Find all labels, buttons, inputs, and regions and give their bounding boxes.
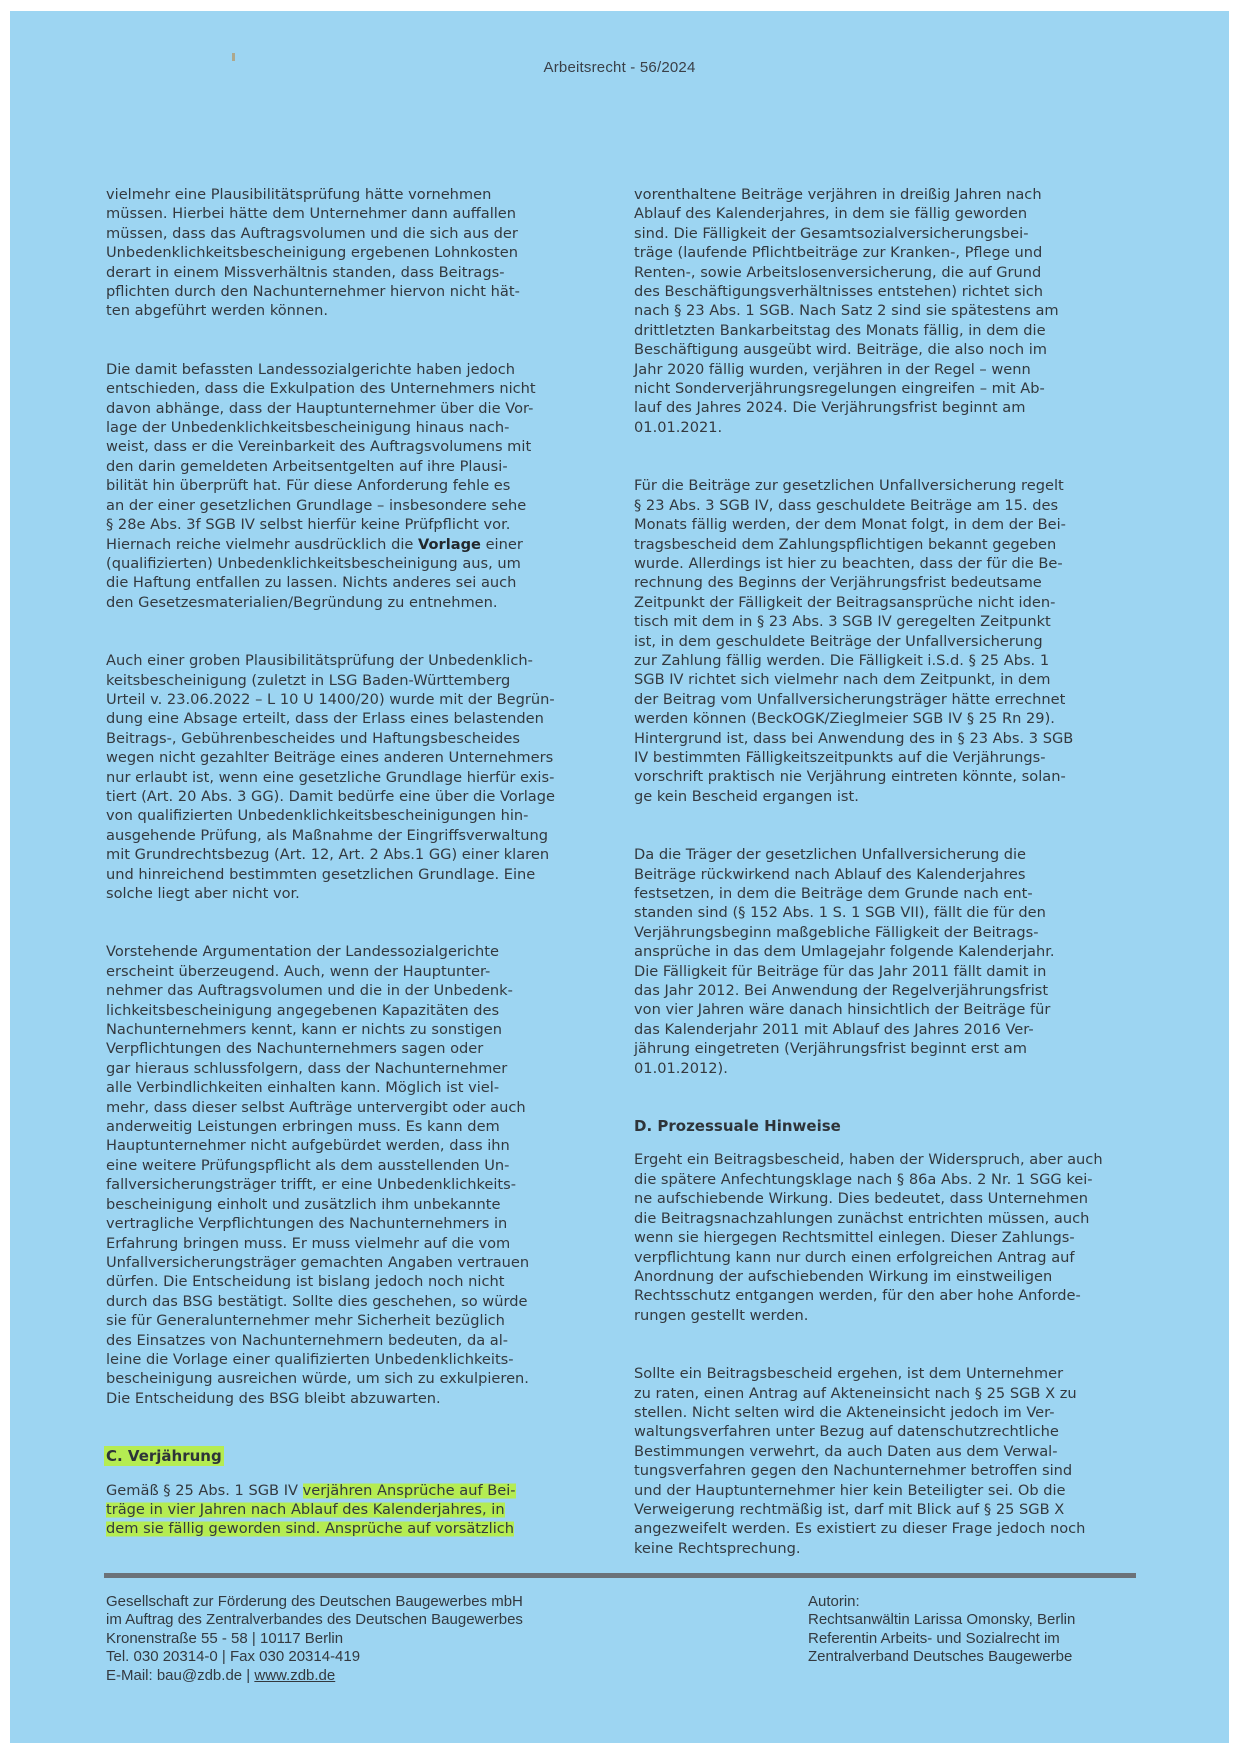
text-line: Unfallversicherungsträger gemachten Angaben vertrauen [106, 1253, 530, 1271]
text-line: vorschrift praktisch nie Verjährung eintreten könnte, solan- [634, 768, 1066, 786]
text-line: Die Fälligkeit für Beiträge für das Jahr 2011 fällt damit in [634, 962, 1047, 980]
author-name: Rechtsanwältin Larissa Omonsky, Berlin [808, 1611, 1076, 1629]
section-heading-c [106, 1447, 618, 1466]
text-line: den darin gemeldeten Arbeitsentgelten auf ihre Plausi- [106, 457, 508, 475]
text-line: pflichten durch den Nachunternehmer hiervon nicht hät- [106, 283, 520, 301]
footer-divider [104, 1573, 1136, 1578]
text-line: derart in einem Missverhältnis standen, dass Beitrags- [106, 263, 505, 281]
author-label: Autorin: [808, 1593, 860, 1610]
text-line: angezweifelt werden. Es existiert zu dieser Frage jedoch noch [634, 1520, 1086, 1538]
text-line: das Jahr 2012. Bei Anwendung der Regelverjährungsfrist [634, 982, 1049, 1000]
text-line: Die damit befassten Landessozialgerichte haben jedoch [106, 360, 516, 378]
text-line: waltungsverfahren unter Bezug auf datenschutzrechtliche [634, 1423, 1059, 1441]
publisher-commission: im Auftrag des Zentralverbandes des Deutschen Baugewerbes [106, 1611, 523, 1629]
text-line: die Haftung entfallen zu lassen. Nichts anderes sei auch [106, 574, 517, 592]
page-header: Arbeitsrecht - 56/2024 [543, 59, 696, 76]
text-line: Verjährungsbeginn maßgebliche Fälligkeit der Beitrags- [634, 923, 1039, 941]
text-line: Verpflichtungen des Nachunternehmers sagen oder [106, 1040, 484, 1058]
paragraph [106, 942, 618, 1408]
text-line: Für die Beiträge zur gesetzlichen Unfallversicherung regelt [634, 477, 1064, 495]
paragraph [634, 1150, 1146, 1325]
text-line: mit Grundrechtsbezug (Art. 12, Art. 2 Abs.1 GG) einer klaren [106, 846, 550, 864]
text-line: bilität hin überprüft hat. Für diese Anforderung fehle es [106, 477, 511, 495]
text-line: lichkeitsbescheinigung angegebenen Kapazitäten des [106, 1001, 500, 1019]
text-line: drittletzten Bankarbeitstag des Monats fällig, in dem die [634, 321, 1046, 339]
text-line: § 23 Abs. 3 SGB IV, dass geschuldete Beiträge am 15. des [634, 496, 1059, 514]
text-line: wegen nicht gezahlter Beiträge eines anderen Unternehmers [106, 749, 554, 767]
text-line: Bestimmungen verwehrt, da auch Daten aus dem Verwal- [634, 1442, 1058, 1460]
text-line: Monats fällig werden, der dem Monat folgt, in dem der Bei- [634, 516, 1066, 534]
paragraph [106, 185, 618, 321]
text-line: und der Hauptunternehmer hier kein Beteiligter sei. Ob die [634, 1481, 1066, 1499]
text-line: ist, in dem geschuldete Beiträge der Unfallversicherung [634, 632, 1043, 650]
text-line: und hinreichend bestimmten gesetzlichen Grundlage. Eine [106, 865, 536, 883]
text-line: des Beschäftigungsverhältnisses entstehen) richtet sich [634, 283, 1044, 301]
highlighted-text: dem sie fällig geworden sind. Ansprüche auf vorsätzlich [106, 1520, 515, 1538]
text-line: Rechtsschutz entgangen werden, für den aber hohe Anforde- [634, 1287, 1081, 1305]
text-line: vielmehr eine Plausibilitätsprüfung hätte vornehmen [106, 186, 492, 203]
text-line: anderweitig Leistungen erbringen muss. Es kann dem [106, 1118, 500, 1136]
paragraph [634, 1364, 1146, 1558]
text-line: von qualifizierten Unbedenklichkeitsbescheinigungen hin- [106, 807, 529, 825]
text-line: nach § 23 Abs. 1 SGB. Nach Satz 2 sind sie spätestens am [634, 302, 1059, 320]
text-line: tiert (Art. 20 Abs. 3 GG). Damit bedürfe eine über die Vorlage [106, 787, 555, 805]
text-line: Renten-, sowie Arbeitslosenversicherung, die auf Grund [634, 263, 1042, 281]
right-column [634, 185, 1146, 1597]
text-line [106, 1500, 618, 1519]
text-line: Sollte ein Beitragsbescheid ergehen, ist dem Unternehmer [634, 1365, 1064, 1383]
text-line: lage der Unbedenklichkeitsbescheinigung hinaus nach- [106, 419, 510, 437]
text-line: § 28e Abs. 3f SGB IV selbst hierfür keine Prüfpflicht vor. [106, 516, 511, 534]
text-line: das Kalenderjahr 2011 mit Ablauf des Jahres 2016 Ver- [634, 1020, 1034, 1038]
text-line: Anordnung der aufschiebenden Wirkung im einstweiligen [634, 1267, 1053, 1285]
text-line: müssen, dass das Auftragsvolumen und die sich aus der [106, 224, 518, 242]
text-line: 01.01.2012). [634, 1059, 728, 1077]
publisher-name: Gesellschaft zur Förderung des Deutschen Baugewerbes mbH [106, 1593, 523, 1610]
text-line: vorenthaltene Beiträge verjähren in dreißig Jahren nach [634, 186, 1042, 203]
email-text: E-Mail: bau@zdb.de | [106, 1666, 255, 1684]
text-segment: Hiernach reiche vielmehr ausdrücklich die [106, 535, 419, 553]
text-line [106, 535, 618, 554]
text-line: an der einer gesetzlichen Grundlage – insbesondere sehe [106, 496, 527, 514]
text-line: fallversicherungsträger trifft, er eine Unbedenklichkeits- [106, 1176, 517, 1194]
text-line: SGB IV richtet sich vielmehr nach dem Zeitpunkt, in dem [634, 671, 1051, 689]
bold-emphasis: Vorlage [418, 535, 481, 553]
publisher-contact [106, 1667, 523, 1685]
text-line: keitsbescheinigung (zuletzt in LSG Baden-Württemberg [106, 671, 511, 689]
section-heading-d: D. Prozessuale Hinweise [634, 1117, 841, 1136]
text-line: dung eine Absage erteilt, dass der Erlass eines belastenden [106, 710, 544, 728]
text-segment: einer [480, 535, 523, 553]
text-line: wurde. Allerdings ist hier zu beachten, dass der für die Be- [634, 554, 1063, 572]
text-line: (qualifizierten) Unbedenklichkeitsbescheinigung aus, um [106, 554, 521, 572]
text-line: ne aufschiebende Wirkung. Dies bedeutet, dass Unternehmen [634, 1190, 1088, 1208]
text-line [106, 1481, 618, 1500]
text-line: durch das BSG bestätigt. Sollte dies geschehen, so würde [106, 1292, 528, 1310]
text-line: tungsverfahren gegen den Nachunternehmer betroffen sind [634, 1462, 1073, 1480]
text-line: verpflichtung kann nur durch einen erfolgreichen Antrag auf [634, 1248, 1075, 1266]
text-line: bescheinigung einholt und zusätzlich ihm unbekannte [106, 1195, 501, 1213]
text-segment: Gemäß § 25 Abs. 1 SGB IV [106, 1481, 303, 1499]
text-line: Beschäftigung ausgeübt wird. Beiträge, die also noch im [634, 341, 1048, 359]
text-line: lauf des Jahres 2024. Die Verjährungsfrist beginnt am [634, 399, 1026, 417]
text-line: nehmer das Auftragsvolumen und die in der Unbedenk- [106, 982, 513, 1000]
text-line: den Gesetzesmaterialien/Begründung zu entnehmen. [106, 593, 498, 611]
paragraph-highlighted [106, 1481, 618, 1539]
text-line: jährung eingetreten (Verjährungsfrist beginnt erst am [634, 1040, 1027, 1058]
text-line: Hauptunternehmer nicht aufgebürdet werden, dass ihn [106, 1137, 510, 1155]
text-line: Beiträge rückwirkend nach Ablauf des Kalenderjahres [634, 865, 1026, 883]
text-line: weist, dass er die Vereinbarkeit des Auftragsvolumens mit [106, 438, 532, 456]
text-line: Nachunternehmers kennt, kann er nichts zu sonstigen [106, 1021, 503, 1039]
paragraph [634, 476, 1146, 806]
text-line: wenn sie hiergegen Rechtsmittel einlegen. Dieser Zahlungs- [634, 1229, 1075, 1247]
text-line: mehr, dass dieser selbst Aufträge untervergibt oder auch [106, 1098, 526, 1116]
text-line: zur Zahlung fällig werden. Die Fälligkeit i.S.d. § 25 Abs. 1 [634, 651, 1050, 669]
text-line: nicht Sonderverjährungsregelungen eingreifen – mit Ab- [634, 380, 1045, 398]
text-line: davon abhänge, dass der Hauptunternehmer über die Vor- [106, 399, 534, 417]
author-role: Referentin Arbeits- und Sozialrecht im [808, 1629, 1060, 1647]
text-line: träge (laufende Pflichtbeiträge zur Kranken-, Pflege und [634, 244, 1043, 262]
paragraph [106, 360, 618, 612]
text-line: der Beitrag vom Unfallversicherungsträger hätte errechnet [634, 690, 1066, 708]
text-line: alle Verbindlichkeiten einhalten kann. Möglich ist viel- [106, 1079, 500, 1097]
text-line: tragsbescheid dem Zahlungspflichtigen bekannt gegeben [634, 535, 1057, 553]
text-line: die spätere Anfechtungsklage nach § 86a Abs. 2 Nr. 1 SGG kei- [634, 1170, 1093, 1188]
text-line: ten abgeführt werden können. [106, 302, 329, 320]
text-line: ausgehende Prüfung, als Maßnahme der Eingriffsverwaltung [106, 826, 549, 844]
publisher-address: Kronenstraße 55 - 58 | 10117 Berlin [106, 1629, 344, 1647]
text-line: solche liegt aber nicht vor. [106, 885, 300, 902]
text-line: die Beitragsnachzahlungen zunächst entrichten müssen, auch [634, 1209, 1090, 1227]
text-line: Urteil v. 23.06.2022 – L 10 U 1400/20) wurde mit der Begrün- [106, 690, 555, 708]
text-line [106, 1519, 618, 1538]
text-line: Erfahrung bringen muss. Er muss vielmehr auf die vom [106, 1234, 511, 1252]
text-line: Verweigerung rechtmäßig ist, darf mit Blick auf § 25 SGB X [634, 1500, 1065, 1518]
text-line: Da die Träger der gesetzlichen Unfallversicherung die [634, 846, 1027, 864]
publisher-info [106, 1593, 523, 1685]
text-line: rungen gestellt werden. [634, 1306, 809, 1324]
highlighted-heading: C. Verjährung [106, 1447, 222, 1466]
left-column [106, 185, 618, 1578]
text-line: IV bestimmten Fälligkeitszeitpunkts auf die Verjährungs- [634, 748, 1046, 766]
paragraph [634, 845, 1146, 1078]
highlighted-text: verjähren Ansprüche auf Bei- [302, 1481, 516, 1499]
paragraph [106, 651, 618, 903]
author-info [808, 1593, 1075, 1667]
text-line: 01.01.2021. [634, 418, 723, 436]
text-line: gar hieraus schlussfolgern, dass der Nachunternehmer [106, 1059, 508, 1077]
highlighted-text: träge in vier Jahren nach Ablauf des Kalenderjahres, in [106, 1500, 505, 1518]
text-line: werden können (BeckOGK/Zieglmeier SGB IV § 25 Rn 29). [634, 710, 1055, 728]
text-line: sie für Generalunternehmer mehr Sicherheit bezüglich [106, 1312, 505, 1330]
text-line: Unbedenklichkeitsbescheinigung ergebenen Lohnkosten [106, 244, 518, 262]
text-line: bescheinigung ausreichen würde, um sich zu exkulpieren. [106, 1370, 529, 1388]
text-line: Auch einer groben Plausibilitätsprüfung der Unbedenklich- [106, 652, 533, 670]
text-line: festsetzen, in dem die Beiträge dem Grunde nach ent- [634, 885, 1033, 902]
text-line: rechnung des Beginns der Verjährungsfrist bedeutsame [634, 574, 1042, 592]
text-line: leine die Vorlage einer qualifizierten Unbedenklichkeits- [106, 1350, 514, 1368]
website-link[interactable]: www.zdb.de [254, 1666, 336, 1684]
text-line: Vorstehende Argumentation der Landessozialgerichte [106, 943, 499, 961]
author-organization: Zentralverband Deutsches Baugewerbe [808, 1648, 1073, 1666]
text-line: Jahr 2020 fällig wurden, verjähren in der Regel – wenn [634, 360, 1031, 378]
text-line: müssen. Hierbei hätte dem Unternehmer dann auffallen [106, 205, 517, 223]
text-line: Hintergrund ist, dass bei Anwendung des in § 23 Abs. 3 SGB [634, 729, 1074, 747]
text-line: Die Entscheidung des BSG bleibt abzuwarten. [106, 1389, 441, 1407]
text-line: dürfen. Die Entscheidung ist bislang jedoch noch nicht [106, 1273, 505, 1291]
text-line: tisch mit dem in § 23 Abs. 3 SGB IV geregelten Zeitpunkt [634, 613, 1051, 631]
text-line: sind. Die Fälligkeit der Gesamtsozialversicherungsbei- [634, 224, 1029, 242]
text-line: vertragliche Verpflichtungen des Nachunternehmers in [106, 1215, 508, 1233]
paragraph [634, 185, 1146, 437]
text-line: Ergeht ein Beitragsbescheid, haben der Widerspruch, aber auch [634, 1151, 1103, 1169]
text-line: zu raten, einen Antrag auf Akteneinsicht nach § 25 SGB X zu [634, 1384, 1077, 1402]
text-line: Ablauf des Kalenderjahres, in dem sie fällig geworden [634, 205, 1028, 223]
text-line: keine Rechtsprechung. [634, 1539, 801, 1557]
text-line: nur erlaubt ist, wenn eine gesetzliche Grundlage hierfür exis- [106, 768, 555, 786]
text-line: standen sind (§ 152 Abs. 1 S. 1 SGB VII), fällt die für den [634, 904, 1046, 922]
text-line: stellen. Nicht selten wird die Akteneinsicht jedoch im Ver- [634, 1403, 1055, 1421]
document-page [10, 11, 1229, 1743]
text-line: ansprüche in das dem Umlagejahr folgende Kalenderjahr. [634, 943, 1055, 961]
text-line: des Einsatzes von Nachunternehmern bedeuten, da al- [106, 1331, 509, 1349]
publisher-phone-fax: Tel. 030 20314-0 | Fax 030 20314-419 [106, 1648, 361, 1666]
text-line: Beitrags-, Gebührenbescheides und Haftungsbescheides [106, 729, 520, 747]
text-line: entschieden, dass die Exkulpation des Unternehmers nicht [106, 380, 536, 398]
text-line: Zeitpunkt der Fälligkeit der Beitragsansprüche nicht iden- [634, 593, 1056, 611]
text-line: eine weitere Prüfungspflicht als dem ausstellenden Un- [106, 1156, 510, 1174]
text-line: ge kein Bescheid ergangen ist. [634, 787, 859, 805]
text-line: von vier Jahren wäre danach hinsichtlich der Beiträge für [634, 1001, 1051, 1019]
text-line: erscheint überzeugend. Auch, wenn der Hauptunter- [106, 962, 491, 980]
